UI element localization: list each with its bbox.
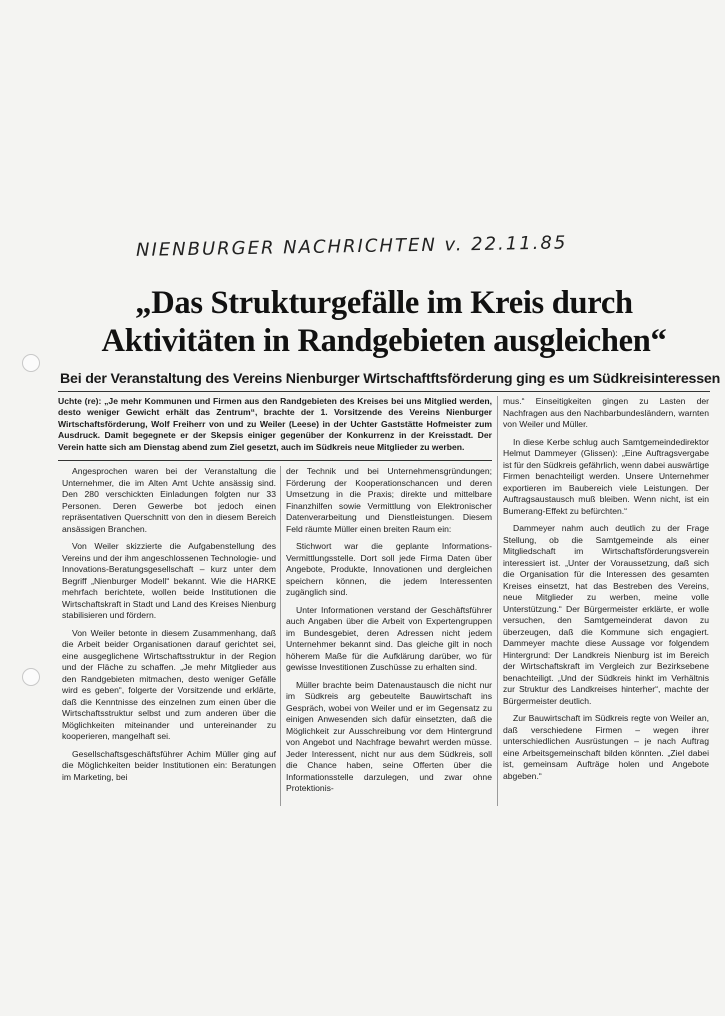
column-2 bbox=[286, 466, 492, 801]
col3-paragraph: Dammeyer nahm auch deutlich zu der Frage Stellung, ob die Samtgemeinde als einer Mitgliedschaft im Wirtschaftsförderungsverein interessiert ist. „Unter der Voraussetzung, daß sich die Organisation für die Interessen des gesamten Kreises einsetzt, hat das Bestreben des Vereins, neue Mitglieder zu werben, meine volle Unterstützung.“ Der Bürgermeister erklärte, er wolle versuchen, den Samtgemeinderat davon zu überzeugen, daß die Kommune sich engagiert. Dammeyer machte diese Aussage vor folgendem Hintergrund: Der Landkreis Nienburg ist im Bereich der Wirtschaftskraft im Vergleich zur Bezirksebene benachteiligt. „Und der Südkreis hinkt im Verhältnis zur Struktur des Landkreises hinterher“, machte der Bürgermeister deutlich. bbox=[503, 523, 709, 706]
headline-line-2: Aktivitäten in Randgebieten ausgleichen“ bbox=[101, 323, 667, 359]
col1-paragraph: Gesellschaftsgeschäftsführer Achim Müller ging auf die Möglichkeiten beider Institutionen ein: Beratungen im Marketing, bei bbox=[62, 748, 276, 782]
lede-rule bbox=[58, 460, 492, 461]
lede-paragraph: Uchte (re): „Je mehr Kommunen und Firmen aus den Randgebieten des Kreises bei uns Mitglied werden, desto weniger Gewicht erhält das Zentrum“, brachte der 1. Vorsitzende des Vereins Nienburger Wirtschaftsförderung, Wolf Freiherr von und zu Weiler (Leese) in der Uchter Gaststätte Hofmeister zum Ausdruck. Damit begegnete er der Skepsis einiger gegenüber der Konkurrenz in der Kreisstadt. Der Verein hatte sich am Dienstag abend zum Ziel gesetzt, auch im Südkreis neue Mitglieder zu werben. bbox=[58, 396, 492, 452]
headline-line-1: „Das Strukturgefälle im Kreis durch bbox=[135, 285, 633, 321]
subheadline: Bei der Veranstaltung des Vereins Nienburger Wirtschaftftsförderung ging es um Südkreisinteressen bbox=[60, 371, 721, 387]
punch-hole-top bbox=[22, 354, 40, 372]
col2-paragraph: Müller brachte beim Datenaustausch die nicht nur im Südkreis arg gebeutelte Bauwirtschaft ins Gespräch, wobei von Weiler und er im Gegensatz zu einigen Anwesenden sich dafür einsetzten, daß die Möglichkeit zur Ausschreibung vor dem Hintergrund von Angebot und Nachfrage bewahrt werden müsse. Jeder Interessent, nicht nur aus dem Südkreis, soll die Chance haben, seine Offerten über die Informationsstelle darzulegen, und zwar ohne Protektionis- bbox=[286, 679, 492, 793]
subhead-rule bbox=[58, 391, 710, 392]
col2-paragraph: der Technik und bei Unternehmensgründungen; Förderung der Kooperationschancen und deren Umsetzung in die Praxis; direkte und mittelbare Finanzhilfen sowie Vermittlung von Elektronischer Datenverarbeitung und Dienstleistungen. Diesem Feld räumte Müller einen breiten Raum ein: bbox=[286, 466, 492, 534]
headline bbox=[64, 284, 704, 360]
punch-hole-bottom bbox=[22, 668, 40, 686]
col3-paragraph: In diese Kerbe schlug auch Samtgemeindedirektor Helmut Dammeyer (Glissen): „Eine Auftragsvergabe ist für den Südkreis gefährlich, wenn dabei auswärtige Firmen benachteiligt werden. Unsere Unternehmer exportieren im Baubereich viele Leistungen. Der Auftragsaustausch muß bleiben. Wenn nicht, ist ein Bumerang-Effekt zu befürchten.“ bbox=[503, 436, 709, 516]
col2-paragraph: Stichwort war die geplante Informations-Vermittlungsstelle. Dort soll jede Firma Daten über Angebote, Produkte, Innovationen und dergleichen speichern können, die jedem Interessenten zugänglich sind. bbox=[286, 541, 492, 597]
column-divider-1 bbox=[280, 466, 281, 806]
col1-paragraph: Angesprochen waren bei der Veranstaltung die Unternehmer, die im Alten Amt Uchte ansässig sind. Den 280 verschickten Einladungen folgten nur 33 Personen. Deren Gewerbe bot jedoch einen repräsentativen Querschnitt von den in diesem Bereich ansässigen Branchen. bbox=[62, 466, 276, 534]
column-divider-2 bbox=[497, 396, 498, 806]
col1-paragraph: Von Weiler skizzierte die Aufgabenstellung des Vereins und der ihm angeschlossenen Technologie- und Innovations-Beratungsgesellschaft – kurz unter dem Begriff „Nienburger Modell“ bekannt. Wie die HARKE mehrfach berichtete, wollen beide Institutionen die Wirtschaftskraft in Stadt und Land des Kreises Nienburg stabilisieren und fördern. bbox=[62, 541, 276, 620]
column-3 bbox=[503, 396, 709, 788]
col1-paragraph: Von Weiler betonte in diesem Zusammenhang, daß die Arbeit beider Organisationen darauf gerichtet sei, eine ausgeglichene Wirtschaftsstruktur in der Region und der Fläche zu schaffen. „Je mehr Mitglieder aus den Randgebieten mitmachen, desto weniger Gefälle wird es geben“, folgerte der Vorsitzende und erklärte, daß die Kenntnisse des einzelnen zum einen über die Wirtschaftsstruktur selbst und zum anderen über die Möglichkeiten miteinander und untereinander zu kooperieren, mangelhaft sei. bbox=[62, 627, 276, 741]
col2-paragraph: Unter Informationen verstand der Geschäftsführer auch Angaben über die Arbeit von Expertengruppen im Bundesgebiet, deren Adressen nicht jedem Unternehmer bekannt sind. Das gleiche gilt in noch höherem Maße für die Aufklärung darüber, wo für gewisse Investitionen Zuschüsse zu erhalten sind. bbox=[286, 604, 492, 672]
column-1 bbox=[62, 466, 276, 789]
handwritten-source-note: NIENBURGER NACHRICHTEN v. 22.11.85 bbox=[135, 232, 568, 261]
col3-paragraph: Zur Bauwirtschaft im Südkreis regte von Weiler an, daß verschiedene Firmen – wegen ihrer unterschiedlichen Ausrüstungen – je nach Auftrag eine Arbeitsgemeinschaft bilden könnten. „Ziel dabei ist, gemeinsam Aufträge holen und Angebote abgeben.“ bbox=[503, 713, 709, 781]
col3-paragraph: mus.“ Einseitigkeiten gingen zu Lasten der Nachfragen aus den Nachbarbundesländern, warnten von Weiler und Müller. bbox=[503, 396, 709, 429]
